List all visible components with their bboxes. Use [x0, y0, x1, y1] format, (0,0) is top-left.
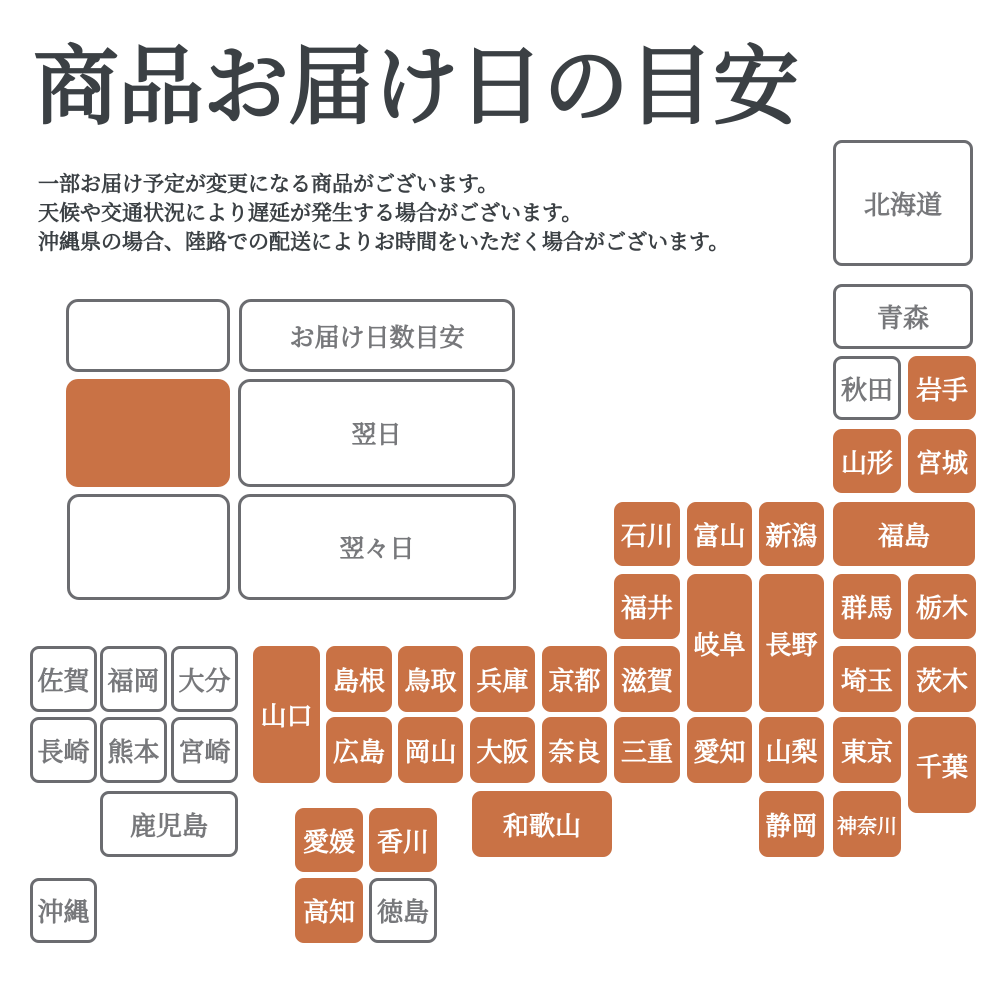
prefecture-fukushima: 福島	[833, 502, 975, 566]
prefecture-shiga: 滋賀	[614, 646, 680, 712]
prefecture-nagano: 長野	[759, 574, 824, 712]
prefecture-kagawa: 香川	[369, 808, 437, 872]
prefecture-hokkaido: 北海道	[833, 140, 973, 266]
prefecture-fukuoka: 福岡	[100, 646, 167, 712]
prefecture-tokushima: 徳島	[369, 878, 437, 943]
prefecture-mie: 三重	[614, 717, 680, 783]
prefecture-aichi: 愛知	[687, 717, 752, 783]
prefecture-chiba: 千葉	[908, 717, 976, 813]
prefecture-miyazaki: 宮崎	[171, 717, 238, 783]
prefecture-shimane: 島根	[326, 646, 392, 712]
prefecture-oita: 大分	[171, 646, 238, 712]
prefecture-tottori: 鳥取	[398, 646, 463, 712]
prefecture-kochi: 高知	[295, 878, 363, 943]
prefecture-akita: 秋田	[833, 356, 901, 420]
prefecture-nagasaki: 長崎	[30, 717, 97, 783]
prefecture-wakayama: 和歌山	[472, 791, 612, 857]
note-line-1: 一部お届け予定が変更になる商品がございます。	[38, 172, 499, 196]
legend-header-label: お届け日数目安	[289, 322, 465, 352]
prefecture-aomori: 青森	[833, 284, 973, 349]
prefecture-shizuoka: 静岡	[759, 791, 824, 857]
prefecture-okinawa: 沖縄	[30, 878, 97, 943]
prefecture-tochigi: 栃木	[908, 574, 976, 639]
prefecture-kyoto: 京都	[542, 646, 607, 712]
prefecture-gifu: 岐阜	[687, 574, 752, 712]
prefecture-yamagata: 山形	[833, 429, 901, 493]
prefecture-toyama: 富山	[687, 502, 752, 566]
legend-two-days-label: 翌々日	[339, 534, 415, 563]
prefecture-saga: 佐賀	[30, 646, 97, 712]
prefecture-gunma: 群馬	[833, 574, 901, 639]
note-line-2: 天候や交通状況により遅延が発生する場合がございます。	[38, 201, 583, 225]
prefecture-saitama: 埼玉	[833, 646, 901, 712]
prefecture-nara: 奈良	[542, 717, 607, 783]
page-title: 商品お届け日の目安	[33, 37, 798, 137]
prefecture-fukui: 福井	[614, 574, 680, 639]
prefecture-iwate: 岩手	[908, 356, 976, 420]
prefecture-kagoshima: 鹿児島	[100, 791, 238, 857]
prefecture-yamanashi: 山梨	[759, 717, 824, 783]
prefecture-tokyo: 東京	[833, 717, 901, 783]
legend-next-day-label: 翌日	[351, 420, 402, 449]
prefecture-yamaguchi: 山口	[253, 646, 320, 783]
prefecture-ibaraki: 茨木	[908, 646, 976, 712]
prefecture-ishikawa: 石川	[614, 502, 680, 566]
prefecture-ehime: 愛媛	[295, 808, 363, 872]
prefecture-hiroshima: 広島	[326, 717, 392, 783]
prefecture-kumamoto: 熊本	[100, 717, 167, 783]
prefecture-miyagi: 宮城	[908, 429, 976, 493]
prefecture-niigata: 新潟	[759, 502, 824, 566]
prefecture-kanagawa: 神奈川	[833, 791, 901, 857]
prefecture-okayama: 岡山	[398, 717, 463, 783]
prefecture-osaka: 大阪	[470, 717, 535, 783]
prefecture-hyogo: 兵庫	[470, 646, 535, 712]
note-line-3: 沖縄県の場合、陸路での配送によりお時間をいただく場合がございます。	[38, 230, 730, 254]
